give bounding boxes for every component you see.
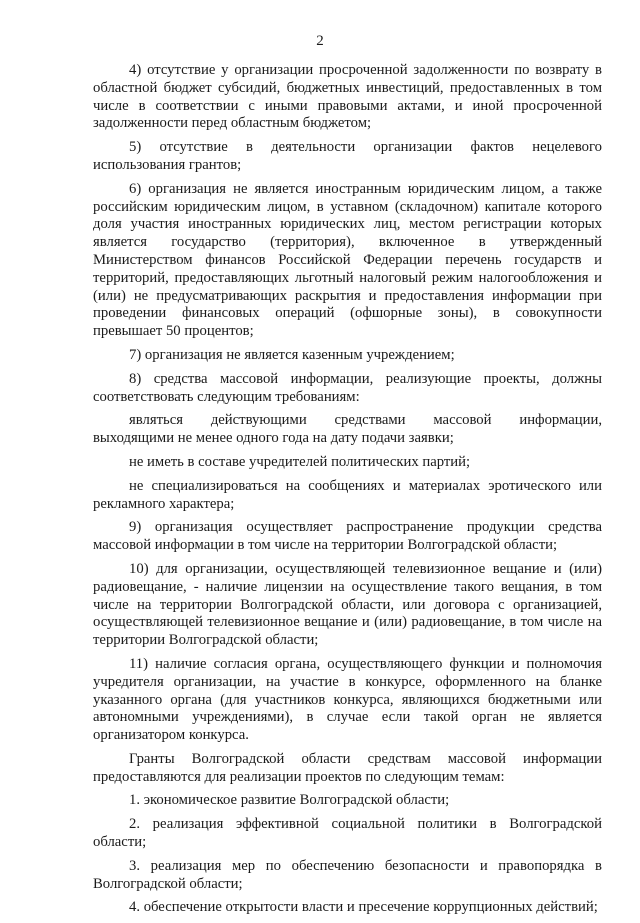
- requirement-2: не иметь в составе учредителей политических партий;: [129, 453, 471, 470]
- paragraph-item-6: 6) организация не является иностранным юридическим лицом, а также российским юридическим лицом, в уставном (складочном) капитале которого доля участия иностранных юридических лиц, местом регистрации которых является государство (территория), включенное в утвержденный Министерством финансов Российской Федерации перечень государств и территорий, предоставляющих льготный налоговый режим налогообложения и (или) не предусматривающих раскрытия и предоставления информации при проведении финансовых операций (офшорные зоны), в совокупности превышает 50 процентов;: [93, 180, 602, 340]
- requirement-1-first-line: [93, 412, 602, 430]
- grants-intro: Гранты Волгоградской области средствам массовой информации предоставляются для реализации проектов по следующим темам:: [93, 750, 602, 785]
- requirement-word: массовой: [433, 412, 492, 429]
- paragraph-item-7: 7) организация не является казенным учреждением;: [129, 346, 455, 363]
- requirement-word: являться: [129, 412, 183, 429]
- requirement-word: действующими: [210, 412, 307, 429]
- paragraph-item-5: 5) отсутствие в деятельности организации фактов нецелевого использования грантов;: [93, 139, 602, 173]
- topic-2: 2. реализация эффективной социальной политики в Волгоградской области;: [93, 816, 602, 851]
- paragraph-item-8: 8) средства массовой информации, реализующие проекты, должны соответствовать следующим требованиям:: [93, 370, 602, 405]
- page-number: 2: [316, 33, 324, 49]
- paragraph-item-4: 4) отсутствие у организации просроченной задолженности по возврату в областной бюджет субсидий, бюджетных инвестиций, предоставленных в том числе в соответствии с иными правовыми актами, и иной просроченной задолженности перед областным бюджетом;: [93, 62, 602, 132]
- requirement-word: средствами: [334, 412, 406, 429]
- paragraph-item-9: 9) организация осуществляет распространение продукции средства массовой информации в том числе на территории Волгоградской области;: [93, 519, 602, 554]
- paragraph-item-10: 10) для организации, осуществляющей телевизионное вещание и (или) радиовещание, - наличие лицензии на осуществление такого вещания, в том числе на территории Волгоградской области, или договора с организацией, осуществляющей телевизионное вещание и (или) радиовещание, в том числе на территории Волгоградской области;: [93, 560, 602, 649]
- paragraph-item-11: 11) наличие согласия органа, осуществляющего функции и полномочия учредителя организации, на участие в конкурсе, оформленного на бланке указанного органа (для участников конкурса, являющихся бюджетными или автономными учреждениями), в случае если такой орган не является организатором конкурса.: [93, 655, 602, 744]
- document-body: [93, 62, 602, 923]
- topic-1: 1. экономическое развитие Волгоградской области;: [129, 792, 450, 809]
- topic-3: 3. реализация мер по обеспечению безопасности и правопорядка в Волгоградской области;: [93, 857, 602, 892]
- requirement-3: не специализироваться на сообщениях и материалах эротического или рекламного характера;: [93, 477, 602, 512]
- requirement-word: информации,: [519, 412, 602, 429]
- topic-4: 4. обеспечение открытости власти и пресечение коррупционных действий;: [129, 899, 598, 916]
- requirement-1-rest: выходящими не менее одного года на дату подачи заявки;: [93, 430, 454, 447]
- requirement-1: [93, 412, 602, 448]
